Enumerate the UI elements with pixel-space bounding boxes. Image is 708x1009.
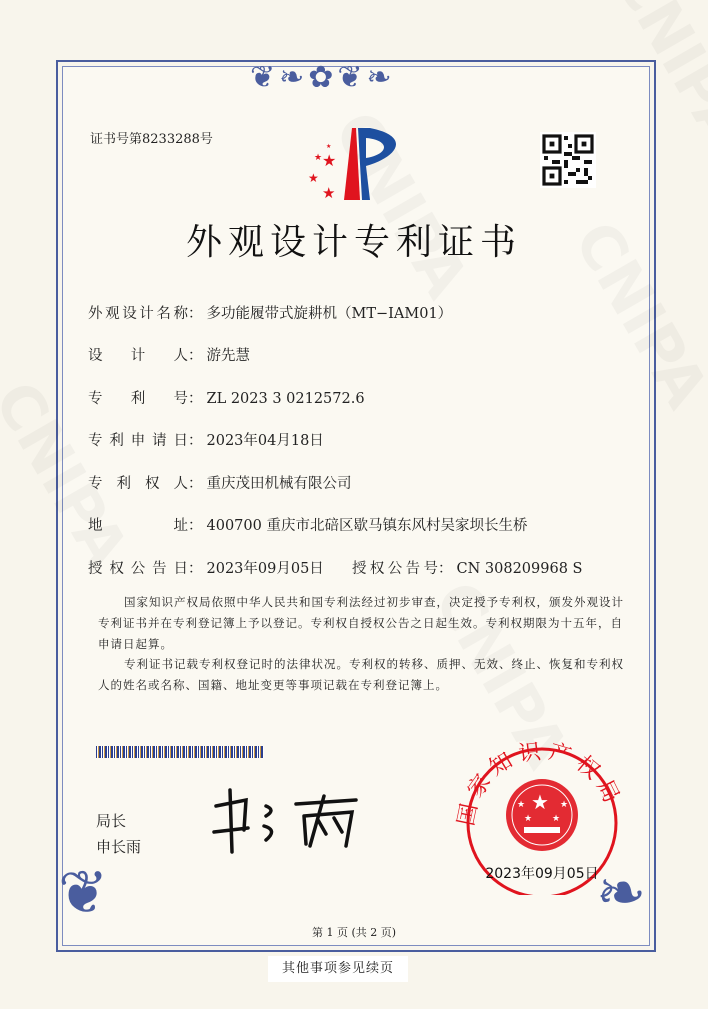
svg-text:★: ★ xyxy=(308,171,319,185)
svg-text:★: ★ xyxy=(552,814,561,824)
top-ornament-icon: ❦❧✿❦❧ xyxy=(250,60,396,95)
cnipa-logo-icon xyxy=(300,126,410,202)
page-indicator: 第 1 页 (共 2 页) xyxy=(311,926,397,939)
qr-code xyxy=(540,132,596,188)
svg-text:★: ★ xyxy=(524,814,533,824)
svg-text:★: ★ xyxy=(560,800,569,810)
field-application-date: 专利申请日： 2023年04月18日 xyxy=(88,433,324,449)
signatory-role: 局长 xyxy=(96,812,127,830)
legal-status-statement: 专利证书记载专利权登记时的法律状况。专利权的转移、质押、无效、终止、恢复和专利权人的姓名或名称、国籍、地址变更等事项记载在专利登记簿上。 xyxy=(98,657,624,692)
field-design-name: 外观设计名称： 多功能履带式旋耕机（MT−IAM01） xyxy=(88,306,453,322)
svg-text:★: ★ xyxy=(531,790,549,814)
svg-text:2023年09月05日: 2023年09月05日 xyxy=(485,866,599,882)
svg-text:国家知识产权局: 国家知识产权局 xyxy=(453,738,627,829)
signature xyxy=(206,786,366,856)
official-seal xyxy=(452,735,632,895)
svg-text:★: ★ xyxy=(314,153,323,163)
certificate-number: 证书号第8233288号 xyxy=(90,132,213,147)
corner-ornament-icon: ❦ xyxy=(58,858,109,928)
field-grant-date: 授权公告日： 2023年09月05日 xyxy=(88,561,324,577)
svg-text:★: ★ xyxy=(322,151,337,170)
svg-text:★: ★ xyxy=(326,143,332,150)
svg-text:★: ★ xyxy=(322,184,336,202)
svg-text:★: ★ xyxy=(517,800,526,810)
corner-ornament-icon: ❧ xyxy=(596,858,647,928)
grant-statement: 国家知识产权局依照中华人民共和国专利法经过初步审查，决定授予专利权，颁发外观设计专利证书并在专利登记簿上予以登记。专利权自授权公告之日起生效。专利权期限为十五年，自申请日起算。 xyxy=(98,595,624,651)
field-patent-number: 专利号： ZL 2023 3 0212572.6 xyxy=(88,391,365,407)
field-announcement-number: 授权公告号： CN 308209968 S xyxy=(352,561,583,577)
barcode xyxy=(96,746,264,758)
field-address: 地址： 400700 重庆市北碚区歇马镇东风村吴家坝长生桥 xyxy=(88,518,528,534)
field-patentee: 专利权人： 重庆茂田机械有限公司 xyxy=(88,476,352,492)
field-designer: 设计人： 游先慧 xyxy=(88,348,250,364)
signatory-name: 申长雨 xyxy=(96,838,142,856)
page-title: 外观设计专利证书 xyxy=(185,222,522,263)
continuation-note: 其他事项参见续页 xyxy=(268,956,408,982)
